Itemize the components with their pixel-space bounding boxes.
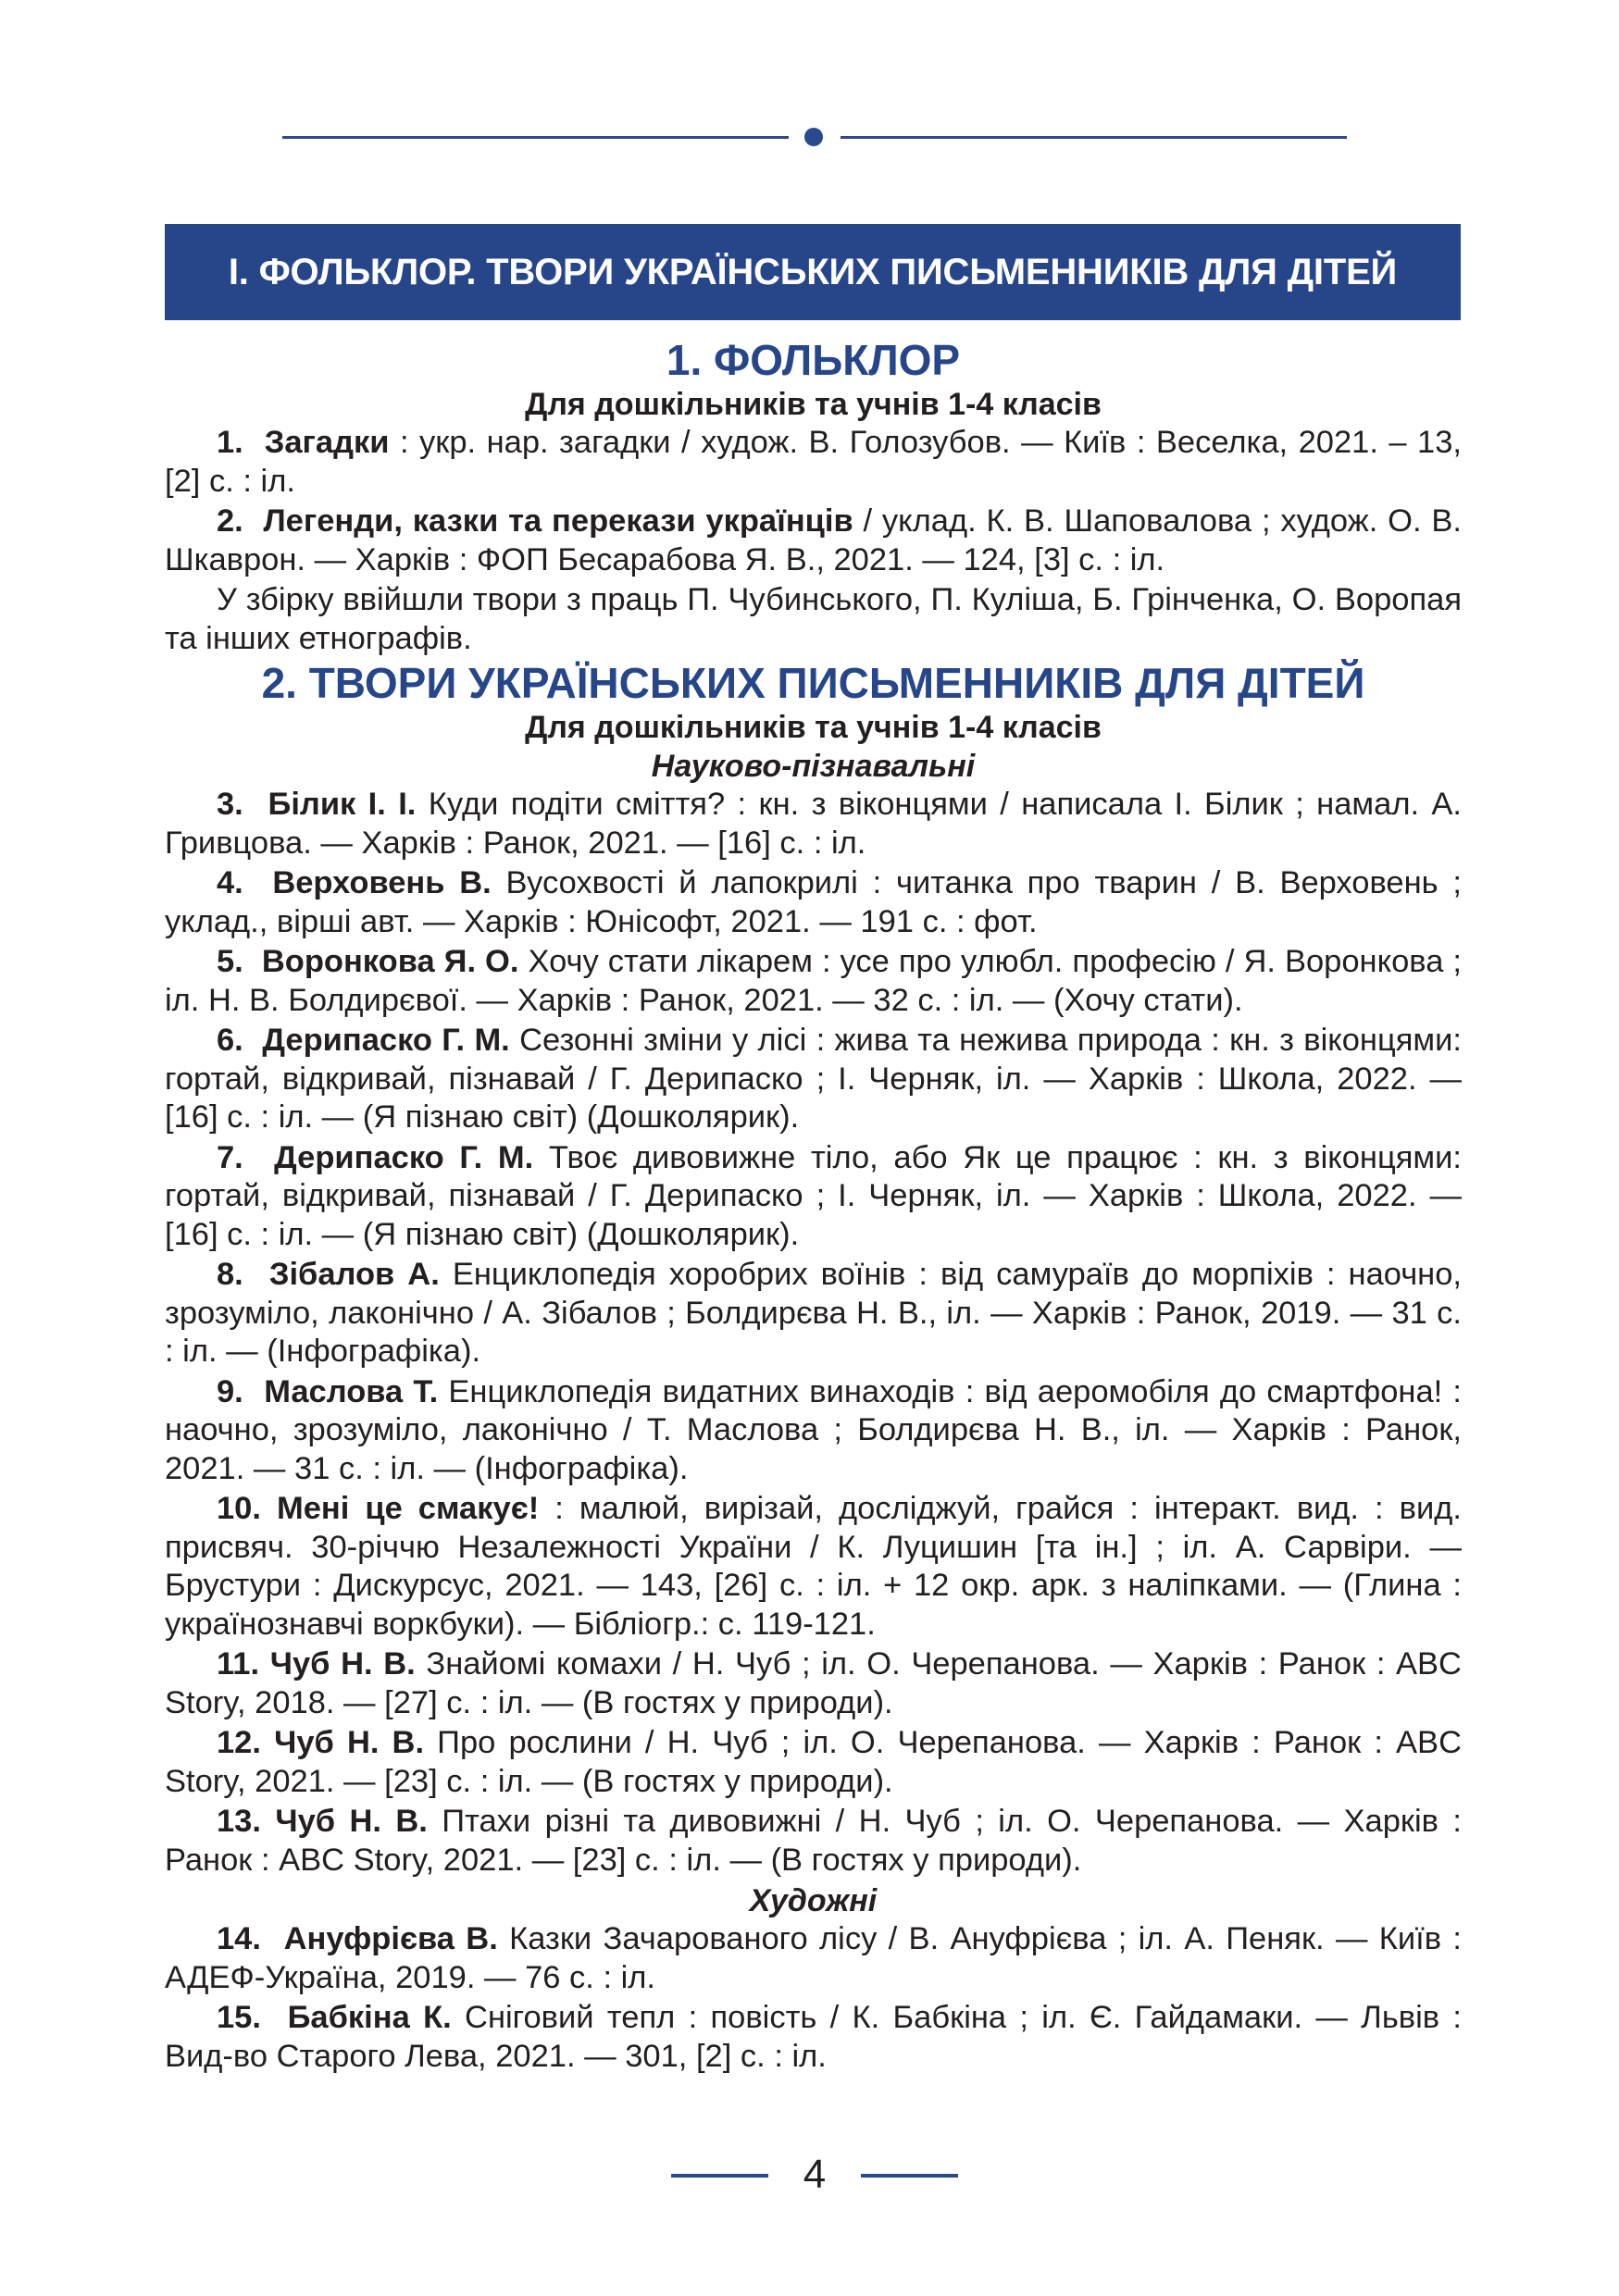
audience-subtitle: Для дошкільників та учнів 1-4 класів: [525, 387, 1102, 422]
category-heading: Художні: [749, 1883, 878, 1918]
entry-number: 14.: [217, 1921, 261, 1956]
ornament-dot: [804, 128, 823, 146]
page-number: 4: [803, 2152, 827, 2197]
audience-subtitle: Для дошкільників та учнів 1-4 класів: [525, 710, 1102, 745]
entry-number: 6.: [217, 1023, 243, 1058]
chapter-banner: [165, 224, 1461, 320]
bib-entry: [165, 1999, 1462, 2076]
bib-entry: [165, 786, 1462, 863]
entry-text: Сніговий тепл : повість / К. Бабкіна ; іл. Є. Гайдамаки. — Львів : Вид-во Старого Лева, 2021. — 301, [2] с. : іл.: [165, 2000, 1463, 2074]
annotation: У збірку ввійшли твори з праць П. Чубинського, П. Куліша, Б. Грінченка, О. Воропая та інших етнографів.: [165, 582, 1462, 656]
entry-author: Легенди, казки та перекази українців: [263, 503, 853, 539]
entry-author: Воронкова Я. О.: [261, 944, 519, 979]
entry-number: 10.: [217, 1491, 261, 1526]
bib-entry: [165, 864, 1462, 941]
bib-entry: [165, 1022, 1462, 1137]
header-ornament: [282, 128, 1347, 146]
entry-author: Бабкіна К.: [287, 2000, 452, 2035]
entry-number: 3.: [217, 787, 243, 822]
bib-entry: [165, 1490, 1462, 1644]
entry-number: 13.: [217, 1804, 261, 1839]
entry-number: 12.: [217, 1725, 261, 1760]
bib-entry: [165, 1920, 1462, 1997]
entry-author: Ануфрієва В.: [283, 1921, 498, 1956]
entry-text: Твоє дивовижне тіло, або Як це працює : кн. з віконцями: гортай, відкривай, пізнавай / Г. Дерипаско ; І. Черняк, іл. — Харків : Школа, 2022. — [16] с. : іл. — (Я пізнаю світ) (Дошколярик).: [165, 1139, 1462, 1252]
entry-text: Вусохвості й лапокрилі : читанка про тварин / В. Верховень ; уклад., вірші авт. — Харків : Юнісофт, 2021. — 191 с. : фот.: [165, 865, 1462, 939]
bib-entry: [165, 1803, 1462, 1880]
entry-text: : малюй, вирізай, досліджуй, грайся : інтеракт. вид. : вид. присвяч. 30-річчю Незалежності України / К. Луцишин [та ін.] ; іл. А. Сарвіри. — Брустури : Дискурсус, 2021. — 143, [26] с. : іл. + 12 окр. арк. з наліпками. — (Глина : українознавчі воркбуки). — Бібліогр.: с. 119-121.: [165, 1491, 1462, 1642]
bib-entry: [165, 943, 1462, 1020]
entry-text: / уклад. К. В. Шаповалова ; худож. О. В. Шкаврон. — Харків : ФОП Бесарабова Я. В., 2021. — 124, [3] с. : іл.: [165, 503, 1463, 577]
bib-entry: [165, 1256, 1462, 1371]
entry-author: Маслова Т.: [264, 1373, 439, 1409]
entry-text: : укр. нар. загадки / худож. В. Голозубов. — Київ : Веселка, 2021. – 13, [2] с. : іл.: [165, 425, 1463, 499]
bib-entry: [165, 503, 1462, 579]
entry-text: Казки Зачарованого лісу / В. Ануфрієва ; іл. А. Пеняк. — Київ : АДЕФ-Україна, 2019. — 76 с. : іл.: [165, 1921, 1462, 1995]
section-title-writers: 2. ТВОРИ УКРАЇНСЬКИХ ПИСЬМЕННИКІВ ДЛЯ ДІТЕЙ: [261, 659, 1365, 707]
entry-author: Мені це смакує!: [277, 1491, 540, 1526]
ornament-line-right: [841, 136, 1347, 139]
entry-text: Сезонні зміни у лісі : жива та нежива природа : кн. з віконцями: гортай, відкривай, пізнавай / Г. Дерипаско ; І. Черняк, іл. — Харків : Школа, 2022. — [16] с. : іл. — (Я пізнаю світ) (Дошколярик).: [165, 1023, 1463, 1135]
entry-number: 9.: [217, 1373, 243, 1409]
entry-number: 15.: [217, 2000, 261, 2035]
entry-number: 1.: [217, 425, 243, 460]
entry-text: Енциклопедія хоробрих воїнів : від самураїв до морпіхів : наочно, зрозуміло, лаконічно / А. Зібалов ; Болдирєва Н. В., іл. — Харків : Ранок, 2019. — 31 с. : іл. — (Інфографіка).: [165, 1257, 1462, 1369]
entry-text: Знайомі комахи / Н. Чуб ; іл. О. Черепанова. — Харків : Ранок : ABC Story, 2018. — [27] с. : іл. — (В гостях у природи).: [165, 1646, 1462, 1720]
entry-author: Загадки: [264, 425, 390, 460]
entry-author: Чуб Н. В.: [274, 1725, 425, 1760]
bib-entry: [165, 1373, 1462, 1489]
entry-author: Зібалов А.: [268, 1257, 440, 1292]
entry-text: Хочу стати лікарем : усе про улюбл. професію / Я. Воронкова ; іл. Н. В. Болдирєвої. — Харків : Ранок, 2021. — 32 с. : іл. — (Хочу стати).: [165, 944, 1462, 1018]
bib-entry: [165, 1724, 1462, 1801]
entry-author: Чуб Н. В.: [269, 1646, 416, 1682]
entry-number: 4.: [217, 865, 243, 900]
chapter-title: І. ФОЛЬКЛОР. ТВОРИ УКРАЇНСЬКИХ ПИСЬМЕННИКІВ ДЛЯ ДІТЕЙ: [228, 251, 1398, 292]
category-heading: Науково-пізнавальні: [651, 749, 976, 784]
entry-text: Птахи різні та дивовижні / Н. Чуб ; іл. О. Черепанова. — Харків : Ранок : ABC Story, 2021. — [23] с. : іл. — (В гостях у природи).: [165, 1804, 1462, 1878]
entry-number: 8.: [217, 1257, 243, 1292]
bib-entry: [165, 1139, 1462, 1255]
entry-author: Дерипаско Г. М.: [274, 1139, 534, 1175]
bib-entry: [165, 1645, 1462, 1722]
entry-text: Про рослини / Н. Чуб ; іл. О. Черепанова. — Харків : Ранок : ABC Story, 2021. — [23] с. : іл. — (В гостях у природи).: [165, 1725, 1462, 1799]
bib-entry: [165, 424, 1462, 501]
entry-author: Дерипаско Г. М.: [262, 1023, 510, 1058]
entry-number: 11.: [217, 1646, 260, 1682]
entry-number: 7.: [217, 1139, 243, 1175]
ornament-line-left: [282, 136, 789, 139]
bibliography-content: [165, 335, 1462, 2078]
entry-text: Енциклопедія видатних винаходів : від аеромобіля до смартфона! : наочно, зрозуміло, лаконічно / Т. Маслова ; Болдирєва Н. В., іл. — Харків : Ранок, 2021. — 31 с. : іл. — (Інфографіка).: [165, 1373, 1463, 1486]
entry-number: 5.: [217, 944, 243, 979]
entry-number: 2.: [217, 503, 243, 539]
section-title-folklore: 1. ФОЛЬКЛОР: [666, 336, 961, 384]
entry-text: Куди подіти сміття? : кн. з віконцями / написала І. Білик ; намал. А. Гривцова. — Харків : Ранок, 2021. — [16] с. : іл.: [165, 787, 1462, 861]
entry-author: Чуб Н. В.: [275, 1804, 428, 1839]
footer-line-right: [861, 2174, 958, 2178]
entry-author: Верховень В.: [272, 865, 492, 900]
page-footer: [671, 2147, 958, 2203]
entry-author: Білик І. І.: [268, 787, 417, 822]
